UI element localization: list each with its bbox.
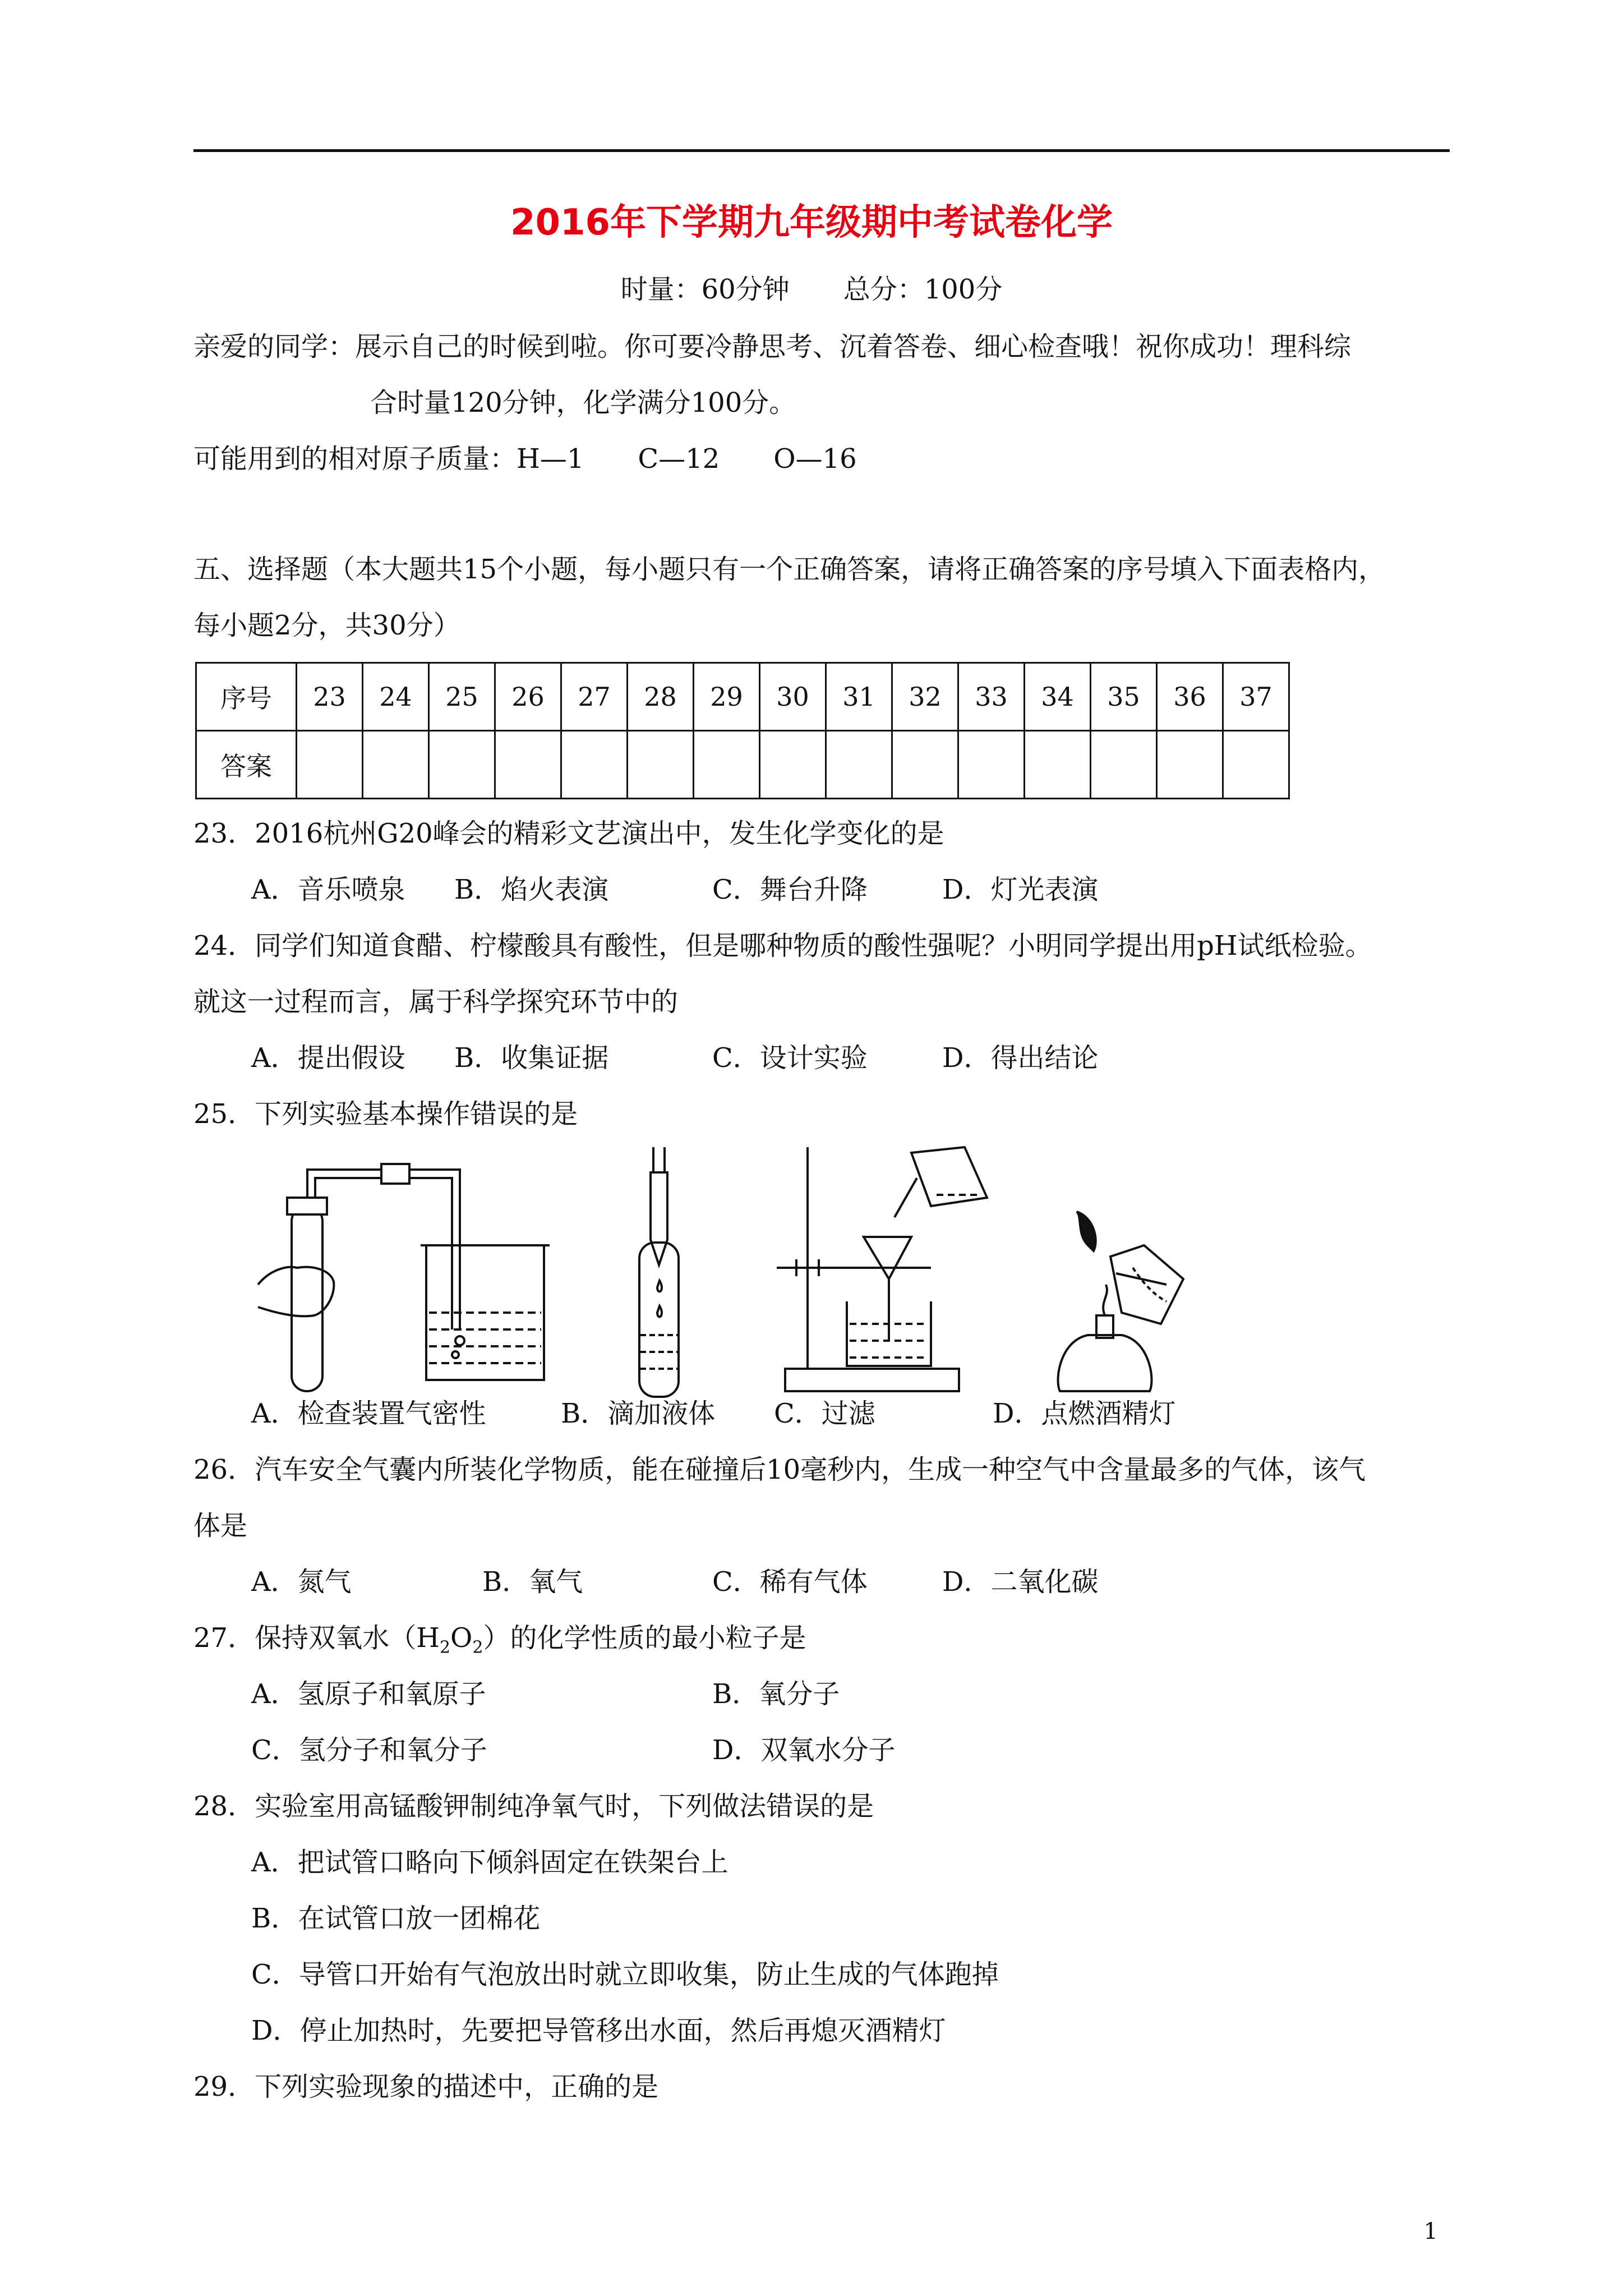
- question-number-cell: 34: [1025, 663, 1091, 731]
- question-number-cell: 24: [363, 663, 429, 731]
- question-26-option-d[interactable]: D．二氧化碳: [942, 1566, 1099, 1598]
- intro-line-1: 亲爱的同学：展示自己的时候到啦。你可要冷静思考、沉着答卷、细心检查哦！祝你成功！理科综: [193, 331, 1352, 362]
- question-23-stem: 23．2016杭州G20峰会的精彩文艺演出中，发生化学变化的是: [193, 818, 944, 849]
- question-29-stem: 29．下列实验现象的描述中，正确的是: [193, 2071, 659, 2102]
- question-24-option-d[interactable]: D．得出结论: [942, 1042, 1099, 1074]
- answer-cell[interactable]: [297, 731, 363, 799]
- question-27-option-a[interactable]: A．氢原子和氧原子: [251, 1678, 486, 1710]
- question-number-cell: 29: [694, 663, 760, 731]
- question-27-option-d[interactable]: D．双氧水分子: [712, 1734, 896, 1766]
- question-number-cell: 32: [892, 663, 958, 731]
- question-28-option-b[interactable]: B．在试管口放一团棉花: [251, 1903, 541, 1934]
- question-24-option-c[interactable]: C．设计实验: [712, 1042, 868, 1074]
- exam-meta: 时量：60分钟 总分：100分: [620, 274, 1003, 305]
- answer-table: [195, 662, 1290, 799]
- answer-cell[interactable]: [561, 731, 628, 799]
- question-28-option-c[interactable]: C．导管口开始有气泡放出时就立即收集，防止生成的气体跑掉: [251, 1959, 999, 1990]
- atomic-masses: 可能用到的相对原子质量：H—1 C—12 O—16: [193, 443, 857, 475]
- question-24-stem-cont: 就这一过程而言，属于科学探究环节中的: [193, 986, 679, 1018]
- alcohol-lamp-illustration: [1058, 1212, 1183, 1391]
- question-number-cell: 33: [958, 663, 1025, 731]
- page-title: 2016年下学期九年级期中考试卷化学: [510, 202, 1113, 243]
- question-26-option-c[interactable]: C．稀有气体: [712, 1566, 868, 1598]
- question-26-stem-cont: 体是: [193, 1510, 248, 1542]
- answer-cell[interactable]: [892, 731, 958, 799]
- filtration-illustration: [777, 1147, 987, 1391]
- question-28-option-d[interactable]: D．停止加热时，先要把导管移出水面，然后再熄灭酒精灯: [251, 2015, 946, 2046]
- lab-operations-figure: [236, 1144, 1189, 1402]
- header-rule: [193, 149, 1450, 152]
- answer-cell[interactable]: [429, 731, 495, 799]
- question-26-option-a[interactable]: A．氮气: [251, 1566, 352, 1598]
- answer-cell[interactable]: [694, 731, 760, 799]
- table-row: [196, 663, 1289, 731]
- question-number-cell: 28: [628, 663, 694, 731]
- answer-cell[interactable]: [1223, 731, 1289, 799]
- question-25-option-a[interactable]: A．检查装置气密性: [251, 1398, 486, 1429]
- question-23-option-c[interactable]: C．舞台升降: [712, 874, 868, 905]
- airtightness-apparatus-illustration: [258, 1164, 550, 1391]
- question-28-option-a[interactable]: A．把试管口略向下倾斜固定在铁架台上: [251, 1847, 728, 1878]
- question-25-option-b[interactable]: B．滴加液体: [561, 1398, 716, 1429]
- question-number-cell: 25: [429, 663, 495, 731]
- question-27-option-b[interactable]: B．氧分子: [712, 1678, 840, 1710]
- question-24-option-a[interactable]: A．提出假设: [251, 1042, 405, 1074]
- question-number-cell: 23: [297, 663, 363, 731]
- question-25-stem: 25．下列实验基本操作错误的是: [193, 1098, 578, 1130]
- question-27-stem: 27．保持双氧水$(H_2O_2)$的化学性质的最小粒子是: [193, 1622, 806, 1658]
- question-25-option-c[interactable]: C．过滤: [774, 1398, 875, 1429]
- question-number-cell: 36: [1157, 663, 1223, 731]
- question-26-stem: 26．汽车安全气囊内所装化学物质，能在碰撞后10毫秒内，生成一种空气中含量最多的气体，该气: [193, 1454, 1366, 1485]
- question-number-cell: 37: [1223, 663, 1289, 731]
- question-27-option-c[interactable]: C．氢分子和氧分子: [251, 1734, 487, 1766]
- question-28-stem: 28．实验室用高锰酸钾制纯净氧气时，下列做法错误的是: [193, 1791, 874, 1822]
- answer-cell[interactable]: [760, 731, 826, 799]
- table-header-cell: 答案: [196, 731, 297, 799]
- question-24-stem: 24．同学们知道食醋、柠檬酸具有酸性，但是哪种物质的酸性强呢？小明同学提出用pH试纸检验。: [193, 930, 1372, 961]
- question-23-option-b[interactable]: B．焰火表演: [454, 874, 609, 905]
- section-heading-cont: 每小题2分，共30分）: [193, 610, 460, 641]
- table-row: [196, 731, 1289, 799]
- question-23-option-a[interactable]: A．音乐喷泉: [251, 874, 405, 905]
- question-number-cell: 31: [826, 663, 892, 731]
- section-heading: 五、选择题（本大题共15个小题，每小题只有一个正确答案，请将正确答案的序号填入下面表格内，: [193, 554, 1386, 585]
- answer-cell[interactable]: [495, 731, 561, 799]
- answer-cell[interactable]: [1091, 731, 1157, 799]
- answer-cell[interactable]: [958, 731, 1025, 799]
- question-number-cell: 35: [1091, 663, 1157, 731]
- answer-cell[interactable]: [628, 731, 694, 799]
- question-number-cell: 27: [561, 663, 628, 731]
- question-23-option-d[interactable]: D．灯光表演: [942, 874, 1099, 905]
- answer-cell[interactable]: [1157, 731, 1223, 799]
- page-number: 1: [1423, 2219, 1438, 2244]
- intro-line-2: 合时量120分钟，化学满分100分。: [370, 387, 796, 418]
- question-number-cell: 26: [495, 663, 561, 731]
- question-number-cell: 30: [760, 663, 826, 731]
- question-24-option-b[interactable]: B．收集证据: [454, 1042, 609, 1074]
- answer-cell[interactable]: [1025, 731, 1091, 799]
- question-25-option-d[interactable]: D．点燃酒精灯: [993, 1398, 1176, 1429]
- question-26-option-b[interactable]: B．氧气: [482, 1566, 583, 1598]
- table-header-cell: 序号: [196, 663, 297, 731]
- answer-cell[interactable]: [826, 731, 892, 799]
- answer-cell[interactable]: [363, 731, 429, 799]
- dropper-illustration: [639, 1147, 679, 1397]
